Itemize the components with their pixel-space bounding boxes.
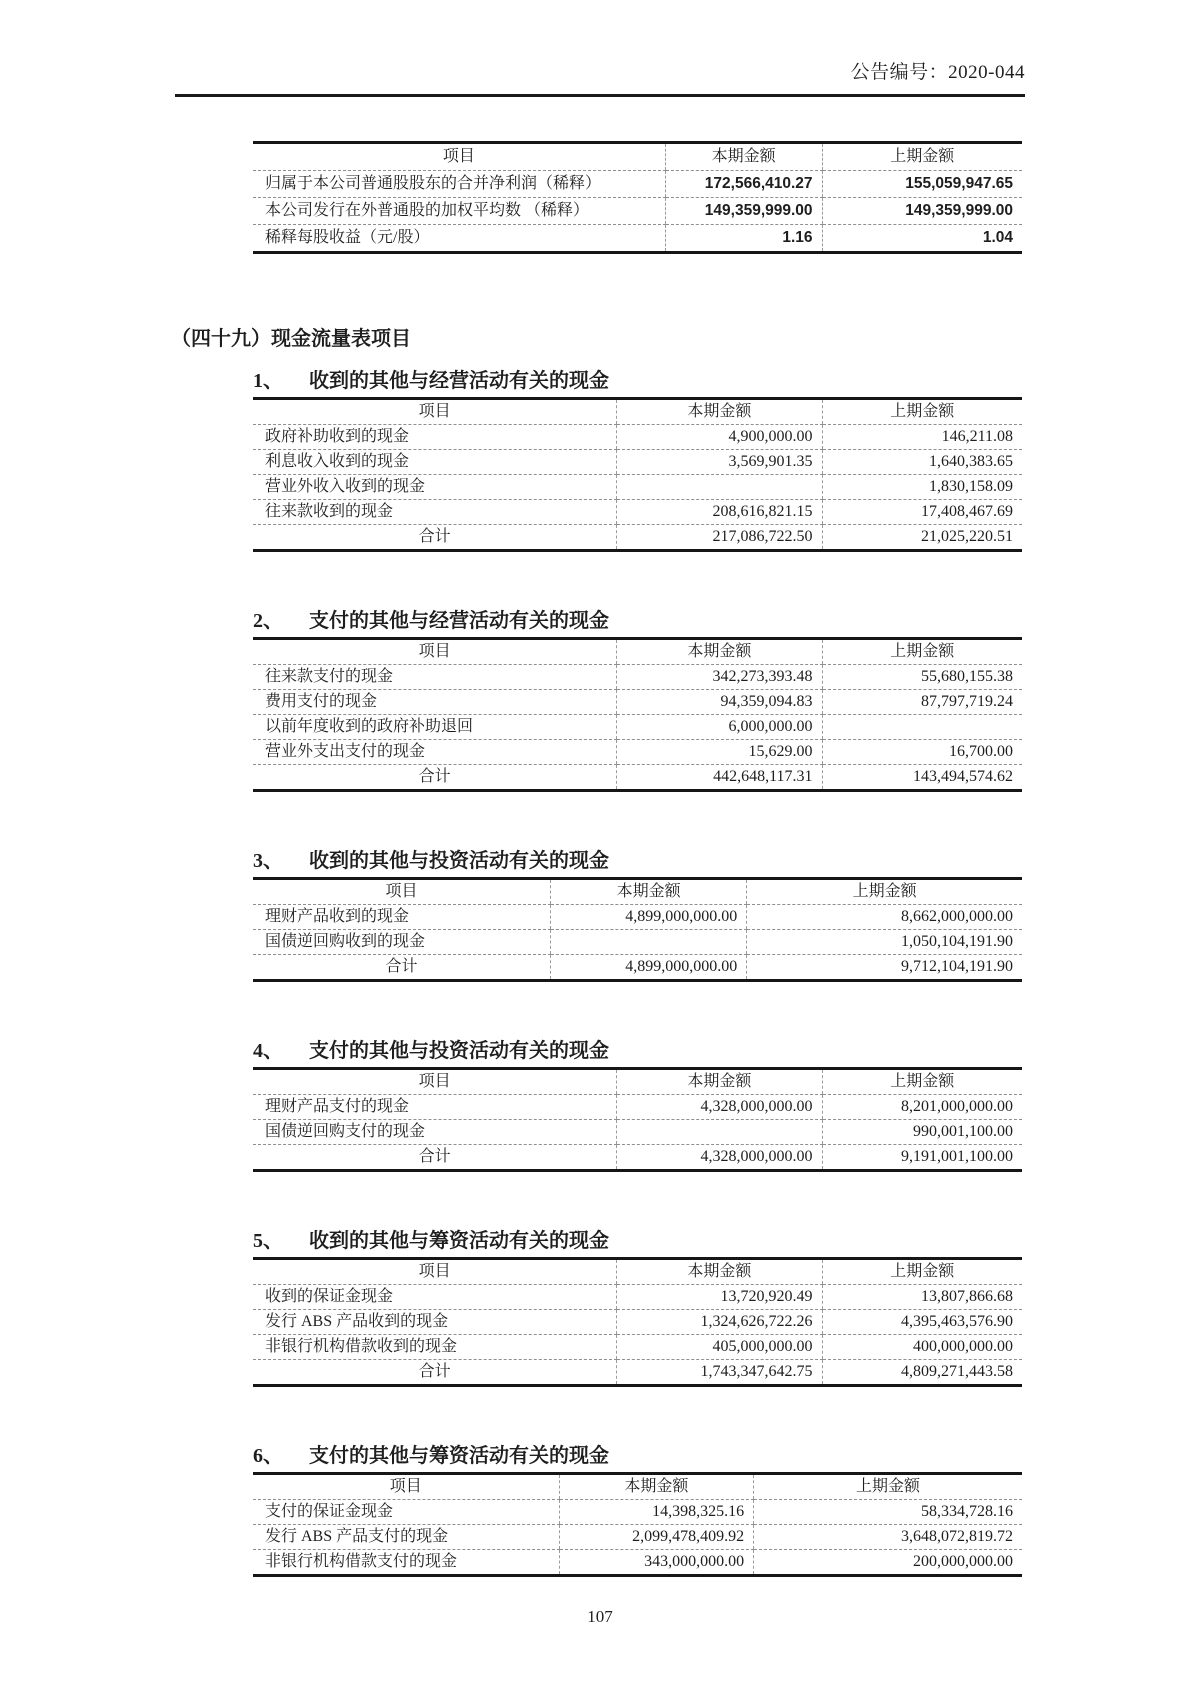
header-row <box>253 399 1022 425</box>
item-label: 国债逆回购收到的现金 <box>253 930 551 955</box>
column-header: 项目 <box>253 639 617 665</box>
amount-value: 4,395,463,576.90 <box>822 1310 1022 1335</box>
column-header: 上期金额 <box>822 1069 1022 1095</box>
amount-value: 13,807,866.68 <box>822 1285 1022 1310</box>
amount-value <box>617 475 822 500</box>
subsection <box>175 1040 1025 1172</box>
amount-value: 8,201,000,000.00 <box>822 1095 1022 1120</box>
header-row <box>253 1259 1022 1285</box>
amount-value: 9,712,104,191.90 <box>747 955 1022 981</box>
cash-table <box>253 397 1022 552</box>
item-label: 支付的保证金现金 <box>253 1500 559 1525</box>
amount-value: 1,050,104,191.90 <box>747 930 1022 955</box>
amount-value: 143,494,574.62 <box>822 765 1022 791</box>
item-label: 往来款收到的现金 <box>253 500 617 525</box>
amount-value <box>551 930 747 955</box>
amount-value: 1.16 <box>665 225 822 253</box>
subsection-number: 1、 <box>253 370 283 392</box>
total-label: 合计 <box>385 958 418 975</box>
subsection-table-container <box>253 1472 1025 1577</box>
item-label: 费用支付的现金 <box>253 690 617 715</box>
amount-value: 55,680,155.38 <box>822 665 1022 690</box>
total-label: 合计 <box>418 768 451 785</box>
table-row <box>253 1285 1022 1310</box>
column-header: 项目 <box>253 1474 559 1500</box>
table-row <box>253 1310 1022 1335</box>
amount-value: 3,648,072,819.72 <box>754 1525 1022 1550</box>
amount-value: 4,899,000,000.00 <box>551 955 747 981</box>
amount-value: 15,629.00 <box>617 740 822 765</box>
amount-value: 13,720,920.49 <box>617 1285 822 1310</box>
subsection-heading <box>253 1040 1025 1063</box>
table-row <box>253 1120 1022 1145</box>
table-row <box>253 500 1022 525</box>
amount-value: 146,211.08 <box>822 425 1022 450</box>
subsection-table-container <box>253 1257 1025 1387</box>
amount-value: 172,566,410.27 <box>665 171 822 198</box>
subsection-heading <box>253 1230 1025 1253</box>
amount-value: 4,328,000,000.00 <box>617 1145 822 1171</box>
amount-value: 342,273,393.48 <box>617 665 822 690</box>
amount-value: 4,328,000,000.00 <box>617 1095 822 1120</box>
header-row <box>253 1474 1022 1500</box>
amount-value: 405,000,000.00 <box>617 1335 822 1360</box>
item-label: 理财产品收到的现金 <box>253 905 551 930</box>
header-row <box>253 143 1022 171</box>
subsection <box>175 1445 1025 1577</box>
cash-table <box>253 1067 1022 1172</box>
subsection <box>175 610 1025 792</box>
column-header: 本期金额 <box>665 143 822 171</box>
subsection-title: 支付的其他与投资活动有关的现金 <box>309 1040 609 1062</box>
column-header: 项目 <box>253 143 665 171</box>
cash-table <box>253 877 1022 982</box>
amount-value: 200,000,000.00 <box>754 1550 1022 1576</box>
amount-value: 217,086,722.50 <box>617 525 822 551</box>
subsection-number: 2、 <box>253 610 283 632</box>
amount-value: 1,830,158.09 <box>822 475 1022 500</box>
header-row <box>253 1069 1022 1095</box>
total-label: 合计 <box>418 1363 451 1380</box>
amount-value: 6,000,000.00 <box>617 715 822 740</box>
subsection-heading <box>253 1445 1025 1468</box>
item-label: 收到的保证金现金 <box>253 1285 617 1310</box>
amount-value: 14,398,325.16 <box>559 1500 754 1525</box>
item-label: 营业外支出支付的现金 <box>253 740 617 765</box>
item-label: 营业外收入收到的现金 <box>253 475 617 500</box>
column-header: 本期金额 <box>617 1069 822 1095</box>
item-label: 发行 ABS 产品收到的现金 <box>253 1310 617 1335</box>
subsection-table-container <box>253 877 1025 982</box>
table-row <box>253 1095 1022 1120</box>
item-label: 利息收入收到的现金 <box>253 450 617 475</box>
amount-value: 58,334,728.16 <box>754 1500 1022 1525</box>
amount-value: 87,797,719.24 <box>822 690 1022 715</box>
item-label: 本公司发行在外普通股的加权平均数 （稀释） <box>253 198 665 225</box>
amount-value: 16,700.00 <box>822 740 1022 765</box>
table-row <box>253 665 1022 690</box>
subsection-title: 收到的其他与经营活动有关的现金 <box>309 370 609 392</box>
subsection-heading <box>253 370 1025 393</box>
amount-value <box>822 715 1022 740</box>
table-row <box>253 450 1022 475</box>
subsection <box>175 370 1025 552</box>
amount-value: 208,616,821.15 <box>617 500 822 525</box>
eps-table <box>253 141 1022 254</box>
subsection <box>175 850 1025 982</box>
cash-table <box>253 1257 1022 1387</box>
item-label: 理财产品支付的现金 <box>253 1095 617 1120</box>
item-label: 发行 ABS 产品支付的现金 <box>253 1525 559 1550</box>
column-header: 本期金额 <box>617 1259 822 1285</box>
item-label: 政府补助收到的现金 <box>253 425 617 450</box>
table-row <box>253 1145 1022 1171</box>
page-number: 107 <box>587 1607 613 1626</box>
column-header: 项目 <box>253 879 551 905</box>
amount-value: 3,569,901.35 <box>617 450 822 475</box>
table-row <box>253 198 1022 225</box>
subsection-number: 6、 <box>253 1445 283 1467</box>
table-row <box>253 1525 1022 1550</box>
subsection-title: 收到的其他与筹资活动有关的现金 <box>309 1230 609 1252</box>
table-row <box>253 690 1022 715</box>
subsection-number: 5、 <box>253 1230 283 1252</box>
item-label: 非银行机构借款收到的现金 <box>253 1335 617 1360</box>
subsection-title: 收到的其他与投资活动有关的现金 <box>309 850 609 872</box>
amount-value: 442,648,117.31 <box>617 765 822 791</box>
amount-value: 17,408,467.69 <box>822 500 1022 525</box>
column-header: 上期金额 <box>822 399 1022 425</box>
header-rule <box>175 94 1025 97</box>
amount-value: 4,900,000.00 <box>617 425 822 450</box>
amount-value: 1,743,347,642.75 <box>617 1360 822 1386</box>
amount-value: 149,359,999.00 <box>665 198 822 225</box>
total-label: 合计 <box>418 528 451 545</box>
amount-value: 2,099,478,409.92 <box>559 1525 754 1550</box>
cash-table <box>253 637 1022 792</box>
table-row <box>253 525 1022 551</box>
header-row <box>253 879 1022 905</box>
page-content <box>171 0 1025 1627</box>
column-header: 项目 <box>253 1069 617 1095</box>
subsection-title: 支付的其他与筹资活动有关的现金 <box>309 1445 609 1467</box>
column-header: 项目 <box>253 1259 617 1285</box>
amount-value: 4,899,000,000.00 <box>551 905 747 930</box>
table-row <box>253 1500 1022 1525</box>
subsection-table-container <box>253 1067 1025 1172</box>
amount-value: 94,359,094.83 <box>617 690 822 715</box>
table-row <box>253 171 1022 198</box>
table-row <box>253 1360 1022 1386</box>
eps-table-container <box>253 141 1025 254</box>
subsection-number: 4、 <box>253 1040 283 1062</box>
table-row <box>253 1335 1022 1360</box>
amount-value: 990,001,100.00 <box>822 1120 1022 1145</box>
table-row <box>253 930 1022 955</box>
subsection <box>175 1230 1025 1387</box>
amount-value: 343,000,000.00 <box>559 1550 754 1576</box>
amount-value: 400,000,000.00 <box>822 1335 1022 1360</box>
total-label: 合计 <box>418 1148 451 1165</box>
column-header: 上期金额 <box>822 639 1022 665</box>
table-row <box>253 1550 1022 1576</box>
table-row <box>253 225 1022 253</box>
column-header: 本期金额 <box>617 399 822 425</box>
column-header: 上期金额 <box>822 143 1022 171</box>
amount-value: 8,662,000,000.00 <box>747 905 1022 930</box>
amount-value: 1,640,383.65 <box>822 450 1022 475</box>
column-header: 项目 <box>253 399 617 425</box>
amount-value: 9,191,001,100.00 <box>822 1145 1022 1171</box>
item-label: 非银行机构借款支付的现金 <box>265 1553 458 1570</box>
subsection-heading <box>253 610 1025 633</box>
amount-value: 155,059,947.65 <box>822 171 1022 198</box>
amount-value: 21,025,220.51 <box>822 525 1022 551</box>
subsection-number: 3、 <box>253 850 283 872</box>
table-row <box>253 425 1022 450</box>
column-header: 上期金额 <box>747 879 1022 905</box>
cash-flow-subsections <box>175 370 1025 1577</box>
table-row <box>253 740 1022 765</box>
column-header: 上期金额 <box>822 1259 1022 1285</box>
column-header: 本期金额 <box>617 639 822 665</box>
table-row <box>253 905 1022 930</box>
amount-value: 1,324,626,722.26 <box>617 1310 822 1335</box>
column-header: 本期金额 <box>559 1474 754 1500</box>
column-header: 上期金额 <box>754 1474 1022 1500</box>
section-title: （四十九）现金流量表项目 <box>171 328 411 350</box>
subsection-title: 支付的其他与经营活动有关的现金 <box>309 610 609 632</box>
table-row <box>253 475 1022 500</box>
item-label: 以前年度收到的政府补助退回 <box>253 715 617 740</box>
subsection-heading <box>253 850 1025 873</box>
announcement-number: 公告编号：2020-044 <box>850 62 1025 83</box>
table-row <box>253 955 1022 981</box>
amount-value: 4,809,271,443.58 <box>822 1360 1022 1386</box>
item-label: 往来款支付的现金 <box>253 665 617 690</box>
table-row <box>253 715 1022 740</box>
table-row <box>253 765 1022 791</box>
subsection-table-container <box>253 397 1025 552</box>
amount-value: 1.04 <box>822 225 1022 253</box>
subsection-table-container <box>253 637 1025 792</box>
column-header: 本期金额 <box>551 879 747 905</box>
item-label: 稀释每股收益（元/股） <box>265 229 430 246</box>
amount-value <box>617 1120 822 1145</box>
item-label: 归属于本公司普通股股东的合并净利润（稀释） <box>253 171 665 198</box>
cash-table <box>253 1472 1022 1577</box>
header-row <box>253 639 1022 665</box>
item-label: 国债逆回购支付的现金 <box>253 1120 617 1145</box>
amount-value: 149,359,999.00 <box>822 198 1022 225</box>
